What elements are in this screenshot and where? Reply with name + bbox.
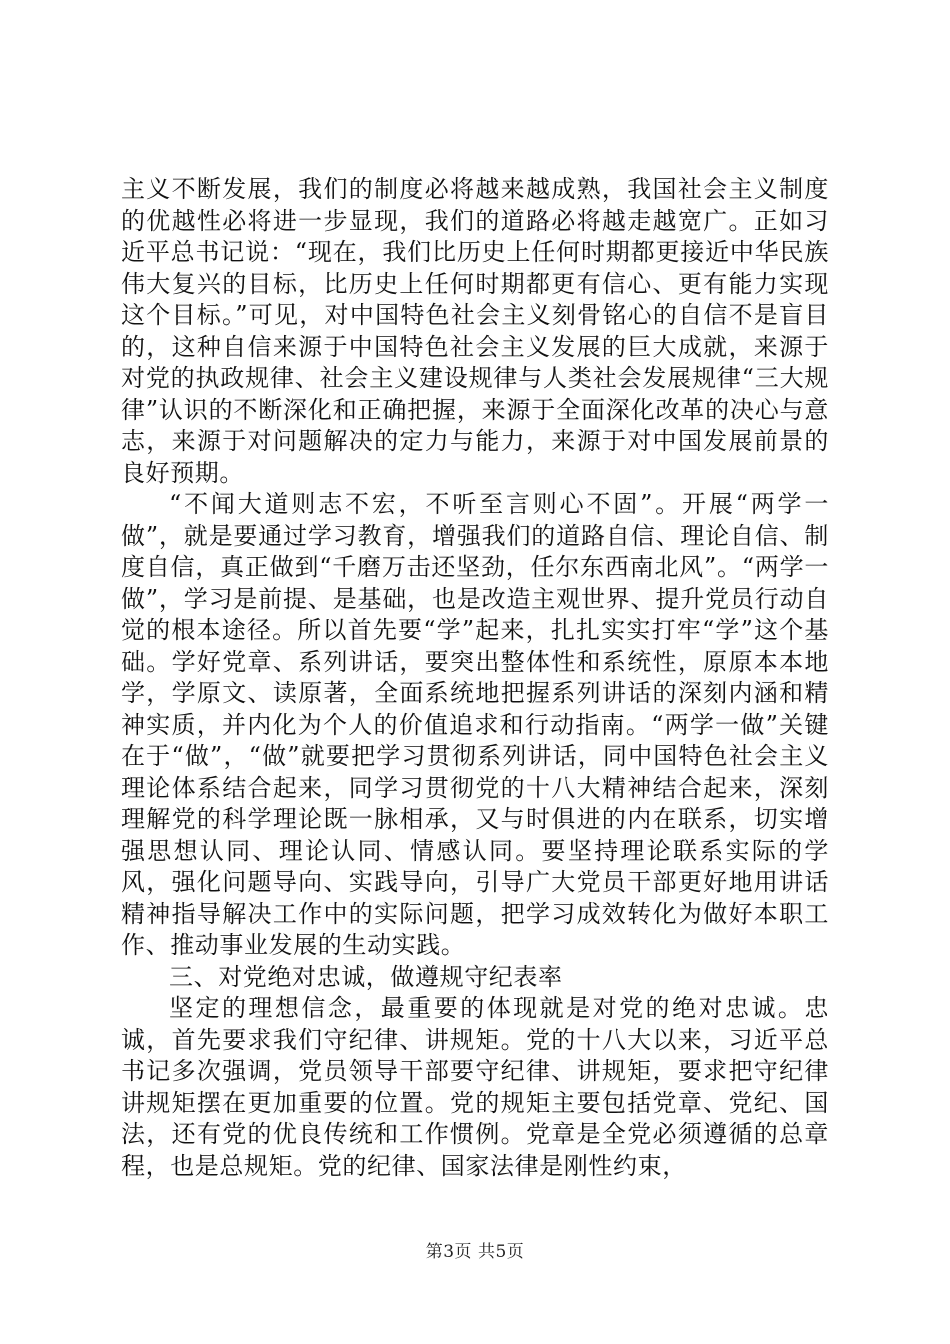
document-body [121,174,829,1182]
paragraph-continuation: 主义不断发展，我们的制度必将越来越成熟，我国社会主义制度的优越性必将进一步显现，我们的道路必将越走越宽广。正如习近平总书记说：“现在，我们比历史上任何时期都更接近中华民族伟大复兴的目标，比历史上任何时期都更有信心、更有能力实现这个目标。”可见，对中国特色社会主义刻骨铭心的自信不是盲目的，这种自信来源于中国特色社会主义发展的巨大成就，来源于对党的执政规律、社会主义建设规律与人类社会发展规律“三大规律”认识的不断深化和正确把握，来源于全面深化改革的决心与意志，来源于对问题解决的定力与能力，来源于对中国发展前景的良好预期。 [121,175,829,487]
paragraph-two-study: “不闻大道则志不宏，不听至言则心不固”。开展“两学一做”，就是要通过学习教育，增强我们的道路自信、理论自信、制度自信，真正做到“千磨万击还坚劲，任尔东西南北风”。“两学一做”，学习是前提、是基础，也是改造主观世界、提升党员行动自觉的根本途径。所以首先要“学”起来，扎扎实实打牢“学”这个基础。学好党章、系列讲话，要突出整体性和系统性，原原本本地学，学原文、读原著，全面系统地把握系列讲话的深刻内涵和精神实质，并内化为个人的价值追求和行动指南。“两学一做”关键在于“做”，“做”就要把学习贯彻系列讲话，同中国特色社会主义理论体系结合起来，同学习贯彻党的十八大精神结合起来，深刻理解党的科学理论既一脉相承，又与时俱进的内在联系，切实增强思想认同、理论认同、情感认同。要坚持理论联系实际的学风，强化问题导向、实践导向，引导广大党员干部更好地用讲话精神指导解决工作中的实际问题，把学习成效转化为做好本职工作、推动事业发展的生动实践。 [121,490,829,959]
paragraph-loyalty: 坚定的理想信念，最重要的体现就是对党的绝对忠诚。忠诚，首先要求我们守纪律、讲规矩。党的十八大以来，习近平总书记多次强调，党员领导干部要守纪律、讲规矩，要求把守纪律讲规矩摆在更加重要的位置。党的规矩主要包括党章、党纪、国法，还有党的优良传统和工作惯例。党章是全党必须遵循的总章程，也是总规矩。党的纪律、国家法律是刚性约束， [121,994,829,1180]
page-footer: 第3页 共5页 [425,1242,525,1262]
section-heading: 三、对党绝对忠诚，做遵规守纪表率 [169,962,563,991]
